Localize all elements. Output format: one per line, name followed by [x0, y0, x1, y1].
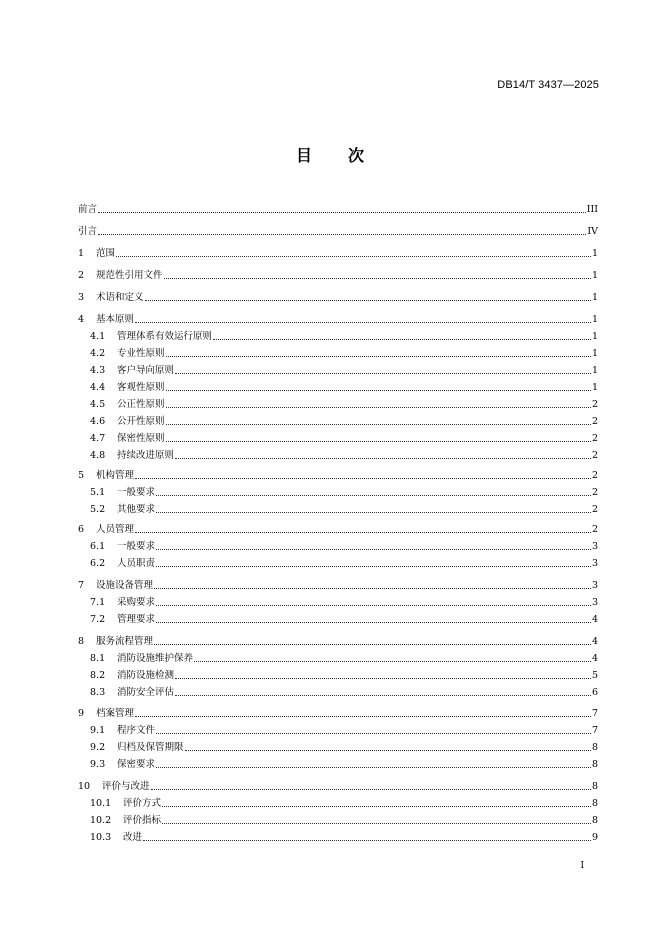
toc-entry-number: 8.2 [90, 670, 106, 681]
toc-entry[interactable] [78, 668, 598, 682]
title-part-2: 次 [348, 146, 367, 165]
toc-entry-number: 4.2 [90, 348, 106, 359]
toc-leader-dots [175, 458, 591, 459]
toc-entry[interactable] [78, 202, 598, 216]
toc-entry-page: 1 [591, 365, 598, 376]
toc-entry-number: 7 [78, 580, 85, 591]
toc-entry-number: 9.3 [90, 759, 106, 770]
toc-leader-dots [145, 300, 591, 301]
toc-leader-dots [166, 390, 591, 391]
toc-entry-page: 7 [591, 725, 598, 736]
toc-entry-page: IV [587, 226, 598, 237]
toc-leader-dots [156, 622, 591, 623]
toc-entry[interactable] [78, 612, 598, 626]
toc-entry-page: 8 [591, 759, 598, 770]
toc-entry-title: 采购要求 [117, 597, 156, 608]
toc-entry-page: 2 [591, 504, 598, 515]
toc-leader-dots [175, 678, 591, 679]
toc-entry-title: 管理要求 [117, 614, 156, 625]
toc-entry-title: 术语和定义 [96, 292, 144, 303]
toc-entry-title: 客户导向原则 [117, 365, 175, 376]
toc-entry-number: 6.2 [90, 558, 106, 569]
toc-entry-page: 1 [591, 382, 598, 393]
toc-entry-page: 2 [591, 433, 598, 444]
toc-entry[interactable] [78, 380, 598, 394]
toc-leader-dots [162, 806, 591, 807]
toc-entry-title: 客观性原则 [117, 382, 165, 393]
toc-entry-number: 1 [78, 248, 85, 259]
toc-entry-number: 10.1 [90, 798, 112, 809]
toc-entry[interactable] [78, 796, 598, 810]
toc-entry-page: 7 [591, 708, 598, 719]
toc-entry-page: 3 [591, 541, 598, 552]
toc-entry-page: 5 [591, 670, 598, 681]
toc-entry-page: 8 [591, 798, 598, 809]
toc-leader-dots [116, 256, 591, 257]
toc-entry[interactable] [78, 830, 598, 844]
toc-entry[interactable] [78, 448, 598, 462]
toc-entry[interactable] [78, 329, 598, 343]
toc-entry-title: 设施设备管理 [96, 580, 154, 591]
toc-leader-dots [156, 733, 591, 734]
toc-entry[interactable] [78, 706, 598, 720]
toc-entry[interactable] [78, 346, 598, 360]
toc-entry-page: 4 [591, 614, 598, 625]
toc-entry[interactable] [78, 522, 598, 536]
toc-leader-dots [156, 549, 591, 550]
toc-entry-page: 4 [591, 636, 598, 647]
toc-entry-number: 8.3 [90, 687, 106, 698]
toc-entry[interactable] [78, 290, 598, 304]
toc-entry[interactable] [78, 414, 598, 428]
toc-leader-dots [164, 278, 591, 279]
toc-entry-number: 5 [78, 470, 85, 481]
toc-leader-dots [154, 644, 591, 645]
toc-entry-title: 持续改进原则 [117, 450, 175, 461]
toc-entry-number: 4.5 [90, 399, 106, 410]
toc-entry-page: 8 [591, 815, 598, 826]
toc-entry[interactable] [78, 268, 598, 282]
toc-leader-dots [162, 823, 591, 824]
toc-leader-dots [135, 322, 591, 323]
toc-entry-title: 专业性原则 [117, 348, 165, 359]
toc-leader-dots [175, 373, 591, 374]
toc-entry-title: 一般要求 [117, 541, 156, 552]
toc-leader-dots [98, 234, 586, 235]
toc-entry-number: 6 [78, 524, 85, 535]
toc-entry[interactable] [78, 468, 598, 482]
toc-entry[interactable] [78, 246, 598, 260]
toc-entry[interactable] [78, 502, 598, 516]
toc-entry-title: 范围 [96, 248, 116, 259]
toc-entry-number: 5.1 [90, 487, 106, 498]
toc-entry-number: 8 [78, 636, 85, 647]
toc-entry-title: 档案管理 [96, 708, 135, 719]
toc-entry-number: 4.1 [90, 331, 106, 342]
toc-entry-title: 人员职责 [117, 558, 156, 569]
toc-entry[interactable] [78, 685, 598, 699]
toc-leader-dots [98, 212, 586, 213]
toc-entry-title: 消防设施检测 [117, 670, 175, 681]
toc-entry-number: 10.3 [90, 832, 112, 843]
toc-entry[interactable] [78, 779, 598, 793]
toc-entry[interactable] [78, 312, 598, 326]
toc-entry[interactable] [78, 813, 598, 827]
toc-entry[interactable] [78, 397, 598, 411]
toc-entry-title: 人员管理 [96, 524, 135, 535]
toc-entry-number: 2 [78, 270, 85, 281]
toc-entry-title: 规范性引用文件 [96, 270, 163, 281]
toc-entry-number: 8.1 [90, 653, 106, 664]
toc-entry-page: 1 [591, 331, 598, 342]
title-part-1: 目 [295, 146, 314, 165]
toc-entry[interactable] [78, 485, 598, 499]
toc-entry[interactable] [78, 595, 598, 609]
toc-entry-page: 2 [591, 470, 598, 481]
toc-entry-title: 改进 [123, 832, 143, 843]
toc-entry-page: 2 [591, 416, 598, 427]
toc-leader-dots [156, 767, 591, 768]
toc-entry-number: 7.1 [90, 597, 106, 608]
toc-entry-page: 4 [591, 653, 598, 664]
toc-entry-title: 保密要求 [117, 759, 156, 770]
document-code: DB14/T 3437—2025 [497, 79, 599, 91]
toc-leader-dots [154, 588, 591, 589]
toc-entry[interactable] [78, 556, 598, 570]
toc-leader-dots [135, 532, 591, 533]
toc-leader-dots [135, 716, 591, 717]
toc-entry-page: 8 [591, 742, 598, 753]
toc-entry-number: 9.1 [90, 725, 106, 736]
toc-entry-page: 3 [591, 558, 598, 569]
toc-entry-number: 10 [78, 781, 91, 792]
toc-entry-page: 1 [591, 314, 598, 325]
page-number: I [580, 861, 584, 871]
toc-leader-dots [185, 750, 591, 751]
toc-leader-dots [156, 605, 591, 606]
toc-entry[interactable] [78, 224, 598, 238]
toc-leader-dots [166, 356, 591, 357]
toc-entry-page: 2 [591, 487, 598, 498]
toc-leader-dots [156, 495, 591, 496]
toc-entry-title: 管理体系有效运行原则 [117, 331, 213, 342]
toc-leader-dots [135, 478, 591, 479]
toc-entry-title: 消防设施维护保养 [117, 653, 194, 664]
toc-entry-page: 1 [591, 270, 598, 281]
toc-leader-dots [151, 789, 591, 790]
toc-entry-page: 2 [591, 524, 598, 535]
toc-entry[interactable] [78, 723, 598, 737]
toc-entry-page: 2 [591, 450, 598, 461]
toc-entry[interactable] [78, 651, 598, 665]
toc-entry-title: 一般要求 [117, 487, 156, 498]
toc-entry-page: 1 [591, 248, 598, 259]
toc-entry-title: 引言 [78, 226, 98, 237]
toc-entry-number: 10.2 [90, 815, 112, 826]
toc-entry-title: 程序文件 [117, 725, 156, 736]
toc-entry[interactable] [78, 740, 598, 754]
toc-entry-number: 4.4 [90, 382, 106, 393]
toc-entry-page: III [586, 204, 598, 215]
toc-entry-number: 4.3 [90, 365, 106, 376]
toc-leader-dots [194, 661, 591, 662]
toc-leader-dots [156, 512, 591, 513]
toc-entry-page: 3 [591, 597, 598, 608]
toc-entry-title: 机构管理 [96, 470, 135, 481]
toc-entry-number: 9.2 [90, 742, 106, 753]
toc-entry-title: 公正性原则 [117, 399, 165, 410]
toc-entry[interactable] [78, 634, 598, 648]
toc-entry-title: 消防安全评估 [117, 687, 175, 698]
toc-entry[interactable] [78, 363, 598, 377]
toc-leader-dots [166, 441, 591, 442]
toc-leader-dots [156, 566, 591, 567]
toc-entry-page: 8 [591, 781, 598, 792]
toc-entry-title: 前言 [78, 204, 98, 215]
toc-entry[interactable] [78, 578, 598, 592]
toc-entry-page: 2 [591, 399, 598, 410]
toc-entry[interactable] [78, 757, 598, 771]
toc-entry-page: 6 [591, 687, 598, 698]
toc-entry-number: 4.8 [90, 450, 106, 461]
toc-entry-title: 保密性原则 [117, 433, 165, 444]
toc-leader-dots [143, 840, 591, 841]
toc-entry-number: 4 [78, 314, 85, 325]
toc-entry-title: 基本原则 [96, 314, 135, 325]
toc-leader-dots [213, 339, 591, 340]
toc-entry[interactable] [78, 431, 598, 445]
toc-leader-dots [175, 695, 591, 696]
toc-entry-title: 服务流程管理 [96, 636, 154, 647]
toc-entry-page: 1 [591, 348, 598, 359]
toc-entry-number: 3 [78, 292, 85, 303]
toc-entry-title: 评价方式 [123, 798, 162, 809]
toc-entry-number: 9 [78, 708, 85, 719]
toc-entry-title: 其他要求 [117, 504, 156, 515]
toc-leader-dots [166, 407, 591, 408]
toc-entry-number: 7.2 [90, 614, 106, 625]
toc-entry-number: 5.2 [90, 504, 106, 515]
toc-entry[interactable] [78, 539, 598, 553]
toc-entry-title: 公开性原则 [117, 416, 165, 427]
toc-leader-dots [166, 424, 591, 425]
toc-entry-page: 9 [591, 832, 598, 843]
toc-entry-number: 6.1 [90, 541, 106, 552]
page-title [0, 143, 662, 166]
toc-entry-number: 4.6 [90, 416, 106, 427]
toc-entry-title: 归档及保管期限 [117, 742, 184, 753]
toc-entry-title: 评价与改进 [102, 781, 150, 792]
toc-entry-number: 4.7 [90, 433, 106, 444]
toc-entry-page: 1 [591, 292, 598, 303]
toc-entry-title: 评价指标 [123, 815, 162, 826]
toc-entry-page: 3 [591, 580, 598, 591]
